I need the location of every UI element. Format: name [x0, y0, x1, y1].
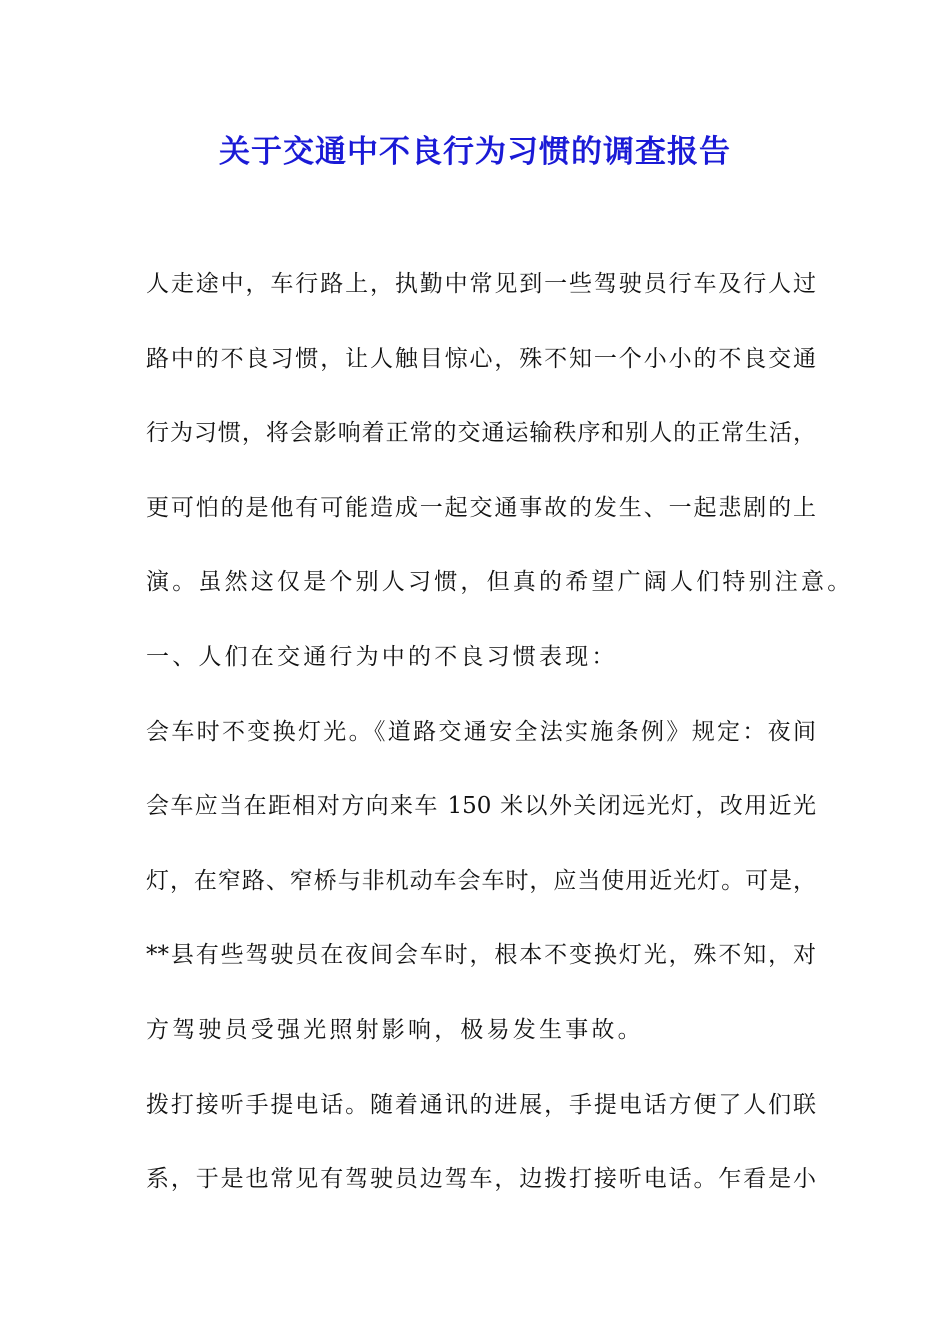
body-line: 方驾驶员受强光照射影响，极易发生事故。	[146, 1016, 644, 1043]
document-body	[146, 262, 854, 1232]
document-title: 关于交通中不良行为习惯的调查报告	[219, 134, 731, 170]
section-heading: 一、人们在交通行为中的不良习惯表现：	[146, 643, 618, 670]
body-line: 人走途中，车行路上，执勤中常见到一些驾驶员行车及行人过	[146, 271, 816, 297]
body-line: 会车时不变换灯光。《道路交通安全法实施条例》规定：夜间	[146, 718, 816, 745]
body-line: 更可怕的是他有可能造成一起交通事故的发生、一起悲剧的上	[146, 494, 816, 521]
body-line: 演。虽然这仅是个别人习惯，但真的希望广阔人们特别注意。	[146, 569, 854, 596]
body-line: 拨打接听手提电话。随着通讯的进展，手提电话方便了人们联	[146, 1091, 816, 1118]
body-line: 行为习惯，将会影响着正常的交通运输秩序和别人的正常生活，	[146, 420, 816, 447]
body-line: 路中的不良习惯，让人触目惊心，殊不知一个小小的不良交通	[146, 345, 816, 372]
body-line: 会车应当在距相对方向来车 150 米以外关闭远光灯，改用近光	[146, 793, 816, 820]
body-line: 系，于是也常见有驾驶员边驾车，边拨打接听电话。乍看是小	[146, 1166, 816, 1193]
body-line: **县有些驾驶员在夜间会车时，根本不变换灯光，殊不知，对	[146, 942, 816, 969]
body-line: 灯，在窄路、窄桥与非机动车会车时，应当使用近光灯。可是，	[146, 867, 816, 894]
